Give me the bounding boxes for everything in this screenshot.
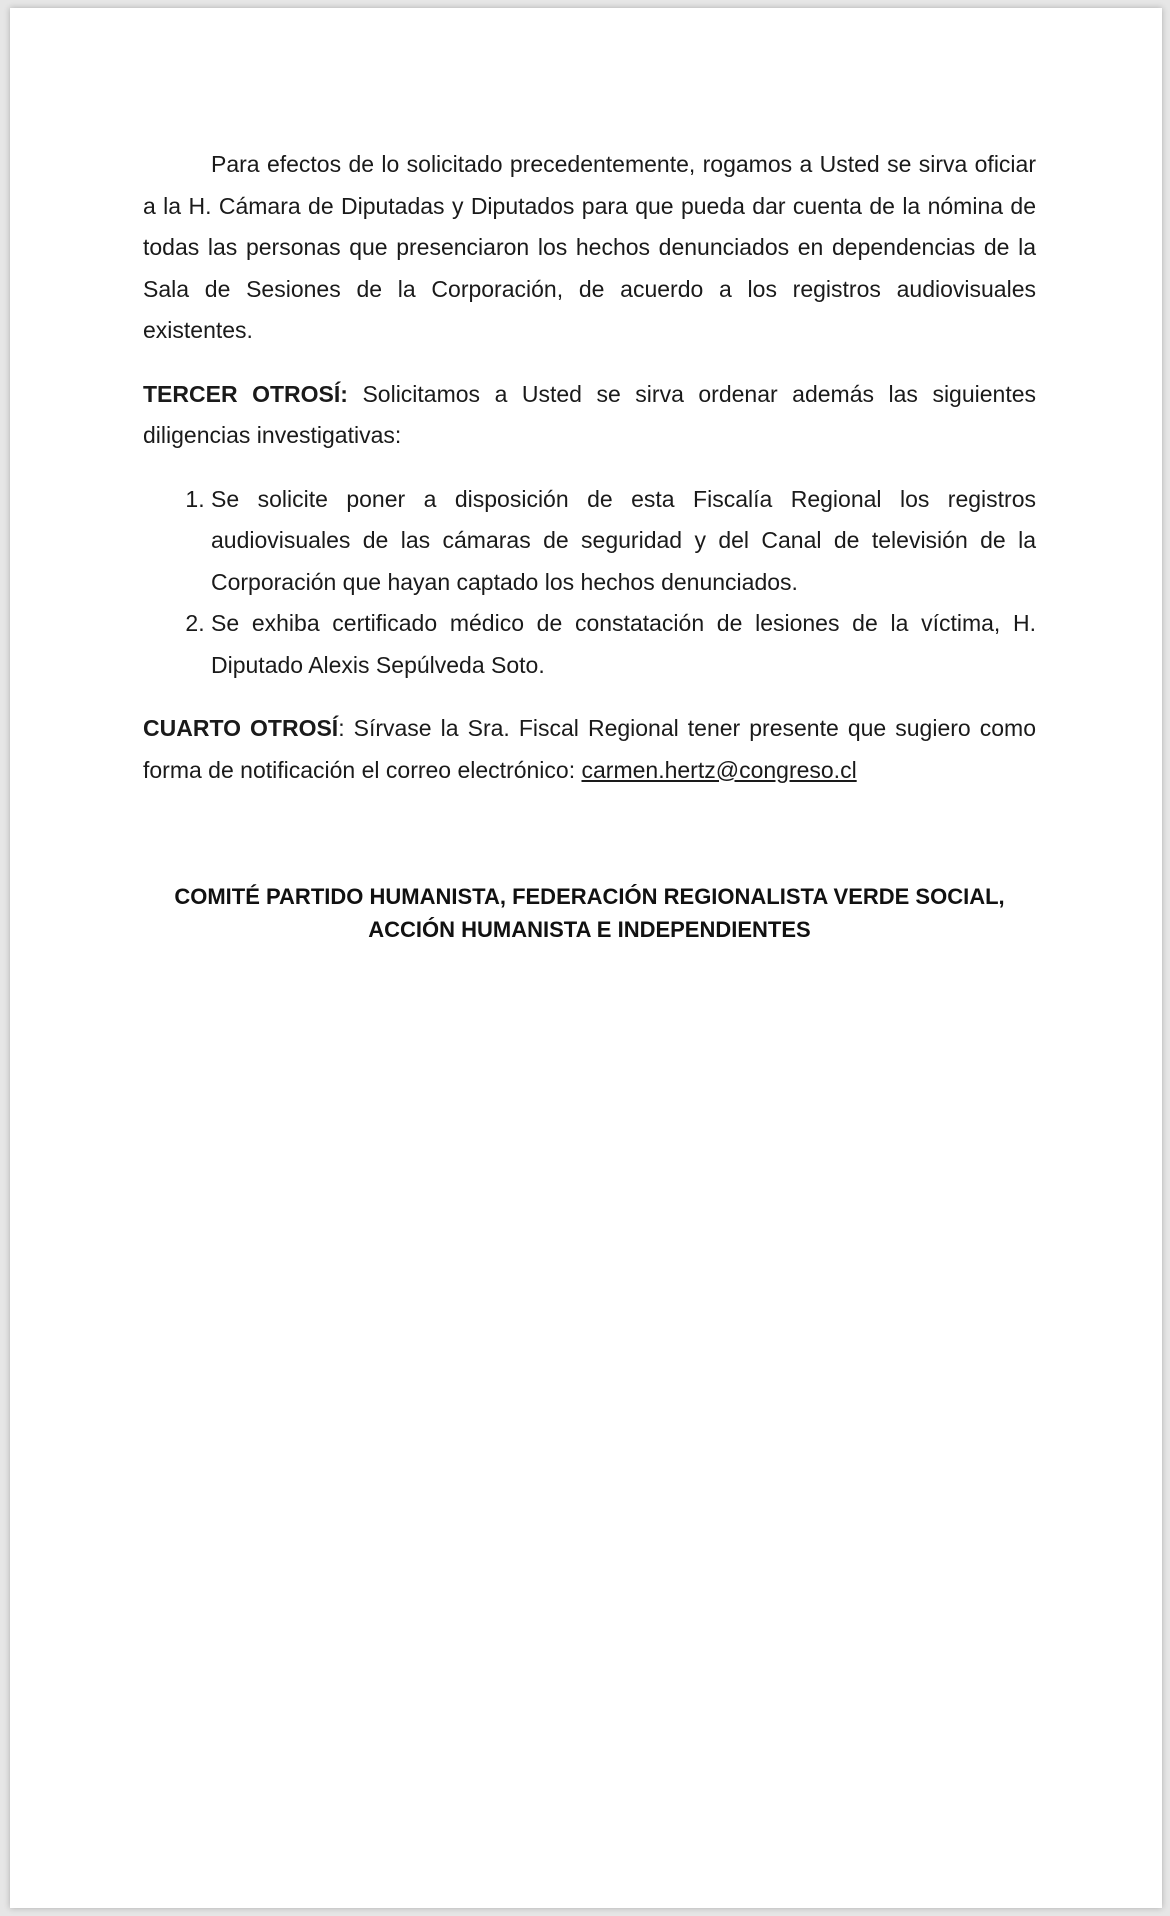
list-item: 1. Se solicite poner a disposición de esta Fiscalía Regional los registros audiovisuales de las cámaras de seguridad y del Canal de televisión de la Corporación que hayan captado los hechos denunciados. bbox=[211, 479, 1036, 604]
tercer-otrosi-paragraph bbox=[143, 374, 1036, 457]
signature-line-2: ACCIÓN HUMANISTA E INDEPENDIENTES bbox=[368, 917, 811, 942]
cuarto-otrosi-text: : Sírvase la Sra. Fiscal Regional tener presente que sugiero como forma de notificación el correo electrónico: bbox=[143, 715, 1036, 783]
email-link[interactable]: carmen.hertz@congreso.cl bbox=[581, 756, 857, 783]
intro-paragraph: Para efectos de lo solicitado precedentemente, rogamos a Usted se sirva oficiar a la H. Cámara de Diputadas y Diputados para que pueda dar cuenta de la nómina de todas las personas que presenciaron los hechos denunciados en dependencias de la Sala de Sesiones de la Corporación, de acuerdo a los registros audiovisuales existentes. bbox=[143, 151, 1036, 343]
tercer-otrosi-heading: TERCER OTROSÍ: bbox=[143, 380, 348, 407]
diligencias-list bbox=[143, 479, 1036, 687]
tercer-otrosi-text: Solicitamos a Usted se sirva ordenar además las siguientes diligencias investigativas: bbox=[143, 380, 1037, 448]
document-page bbox=[10, 8, 1162, 1908]
signature-block bbox=[143, 880, 1036, 946]
list-item: 2. Se exhiba certificado médico de constatación de lesiones de la víctima, H. Diputado Alexis Sepúlveda Soto. bbox=[211, 603, 1036, 686]
cuarto-otrosi-paragraph bbox=[143, 708, 1036, 791]
cuarto-otrosi-heading: CUARTO OTROSÍ bbox=[143, 715, 339, 741]
signature-line-1: COMITÉ PARTIDO HUMANISTA, FEDERACIÓN REGIONALISTA VERDE SOCIAL, bbox=[174, 884, 1005, 909]
document-body bbox=[143, 144, 1036, 791]
